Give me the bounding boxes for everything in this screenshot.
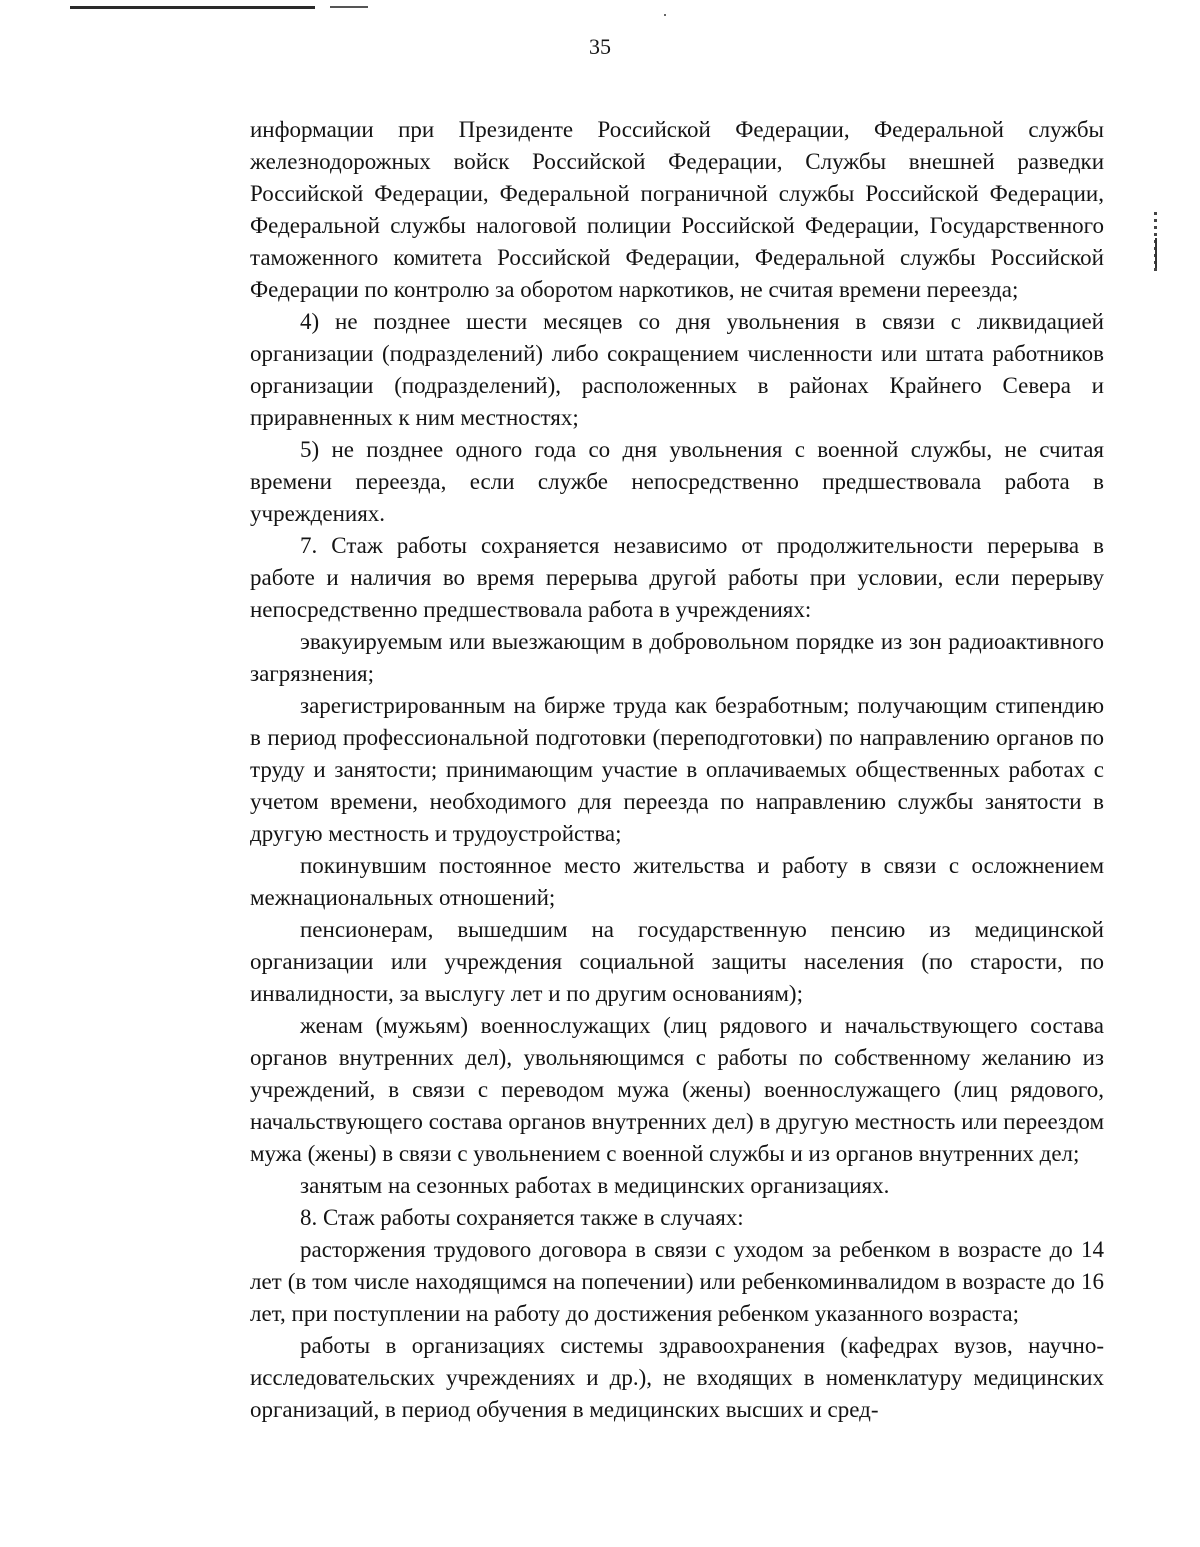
paragraph-military-spouses: женам (мужьям) военнослужащих (лиц рядового и начальствующего состава органов внутренних дел), увольняющимся с работы по собственному желанию из учреждений, в связи с переводом мужа (жены) военнослужащего (лиц рядового, начальствующего состава органов внутренних дел) в другую местность или переездом мужа (жены) в связи с увольнением с военной службы и из органов внутренних дел;	[250, 1013, 1104, 1166]
scan-artifact-binder-mark-solid	[1155, 238, 1157, 268]
paragraph-childcare: расторжения трудового договора в связи с уходом за ребенком в возрасте до 14 лет (в том числе находящимся на попечении) или ребенкоминвалидом в возрасте до 16 лет, при поступлении на работу до достижения ребенком указанного возраста;	[250, 1237, 1104, 1326]
scan-artifact-dot	[664, 14, 666, 16]
paragraph-relocated: покинувшим постоянное место жительства и работу в связи с осложнением межнациональных отношений;	[250, 853, 1104, 910]
paragraph-seasonal: занятым на сезонных работах в медицинских организациях.	[300, 1173, 890, 1198]
scan-artifact-top-rule	[70, 6, 315, 9]
document-body	[250, 114, 1104, 1426]
paragraph-evacuated: эвакуируемым или выезжающим в добровольном порядке из зон радиоактивного загрязнения;	[250, 629, 1104, 686]
paragraph-clause-8: 8. Стаж работы сохраняется также в случаях:	[300, 1205, 744, 1230]
paragraph-item-4: 4) не позднее шести месяцев со дня увольнения в связи с ликвидацией организации (подразделений) либо сокращением численности или штата работников организации (подразделений), расположенных в районах Крайнего Севера и приравненных к ним местностях;	[250, 309, 1104, 430]
paragraph-continuation: информации при Президенте Российской Федерации, Федеральной службы железнодорожных войск Российской Федерации, Службы внешней разведки Российской Федерации, Федеральной пограничной службы Российской Федерации, Федеральной службы налоговой полиции Российской Федерации, Государственного таможенного комитета Российской Федерации, Федеральной службы Российской Федерации по контролю за оборотом наркотиков, не считая времени переезда;	[250, 117, 1104, 302]
paragraph-health-orgs: работы в организациях системы здравоохранения (кафедрах вузов, научно-исследовательских учреждениях и др.), не входящих в номенклатуру медицинских организаций, в период обучения в медицинских высших и сред-	[250, 1333, 1104, 1422]
paragraph-pensioners: пенсионерам, вышедшим на государственную пенсию из медицинской организации или учреждения социальной защиты населения (по старости, по инвалидности, за выслугу лет и по другим основаниям);	[250, 917, 1104, 1006]
paragraph-clause-7: 7. Стаж работы сохраняется независимо от продолжительности перерыва в работе и наличия во время перерыва другой работы при условии, если перерыву непосредственно предшествовала работа в учреждениях:	[250, 533, 1104, 622]
page-number: 35	[589, 34, 611, 59]
paragraph-unemployed: зарегистрированным на бирже труда как безработным; получающим стипендию в период профессиональной подготовки (переподготовки) по направлению органов по труду и занятости; принимающим участие в оплачиваемых общественных работах с учетом времени, необходимого для переезда по направлению службы занятости в другую местность и трудоустройства;	[250, 693, 1104, 846]
paragraph-item-5: 5) не позднее одного года со дня увольнения с военной службы, не считая времени переезда, если службе непосредственно предшествовала работа в учреждениях.	[250, 437, 1104, 526]
scan-artifact-top-rule-short	[330, 6, 368, 8]
